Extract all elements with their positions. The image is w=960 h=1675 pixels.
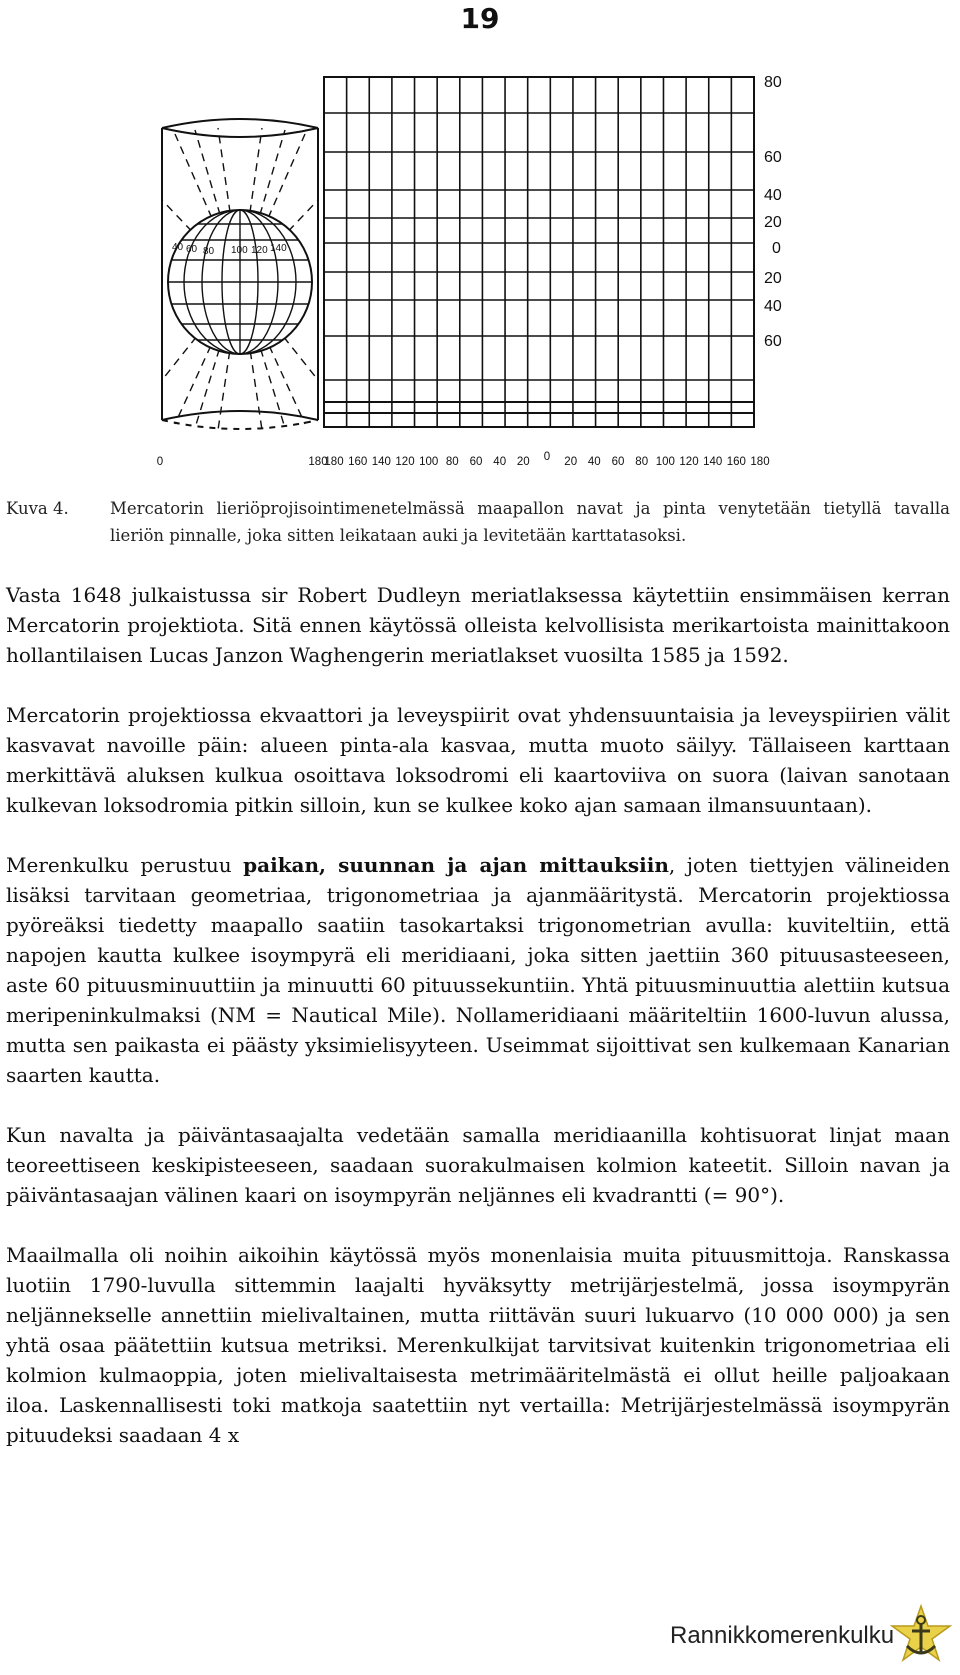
globe-label: 60 (186, 244, 198, 255)
longitude-label: 60 (611, 456, 625, 468)
paragraph (6, 850, 950, 1090)
paragraph: Kun navalta ja päiväntasaajalta vedetään samalla meridiaanilla kohtisuorat linjat maan teoreettiseen keskipisteeseen, saadaan suorakulmaisen kolmion kateetit. Silloin navan ja päiväntasaajan välinen kaari on isoympyrän neljännes eli kvadrantti (= 90°). (6, 1123, 950, 1207)
lat-label: 60 (764, 333, 782, 350)
longitude-label: 60 (469, 456, 483, 468)
paragraph-text: Merenkulku perustuu (6, 853, 244, 877)
lat-label: 40 (764, 298, 782, 315)
longitude-label: 180 (750, 456, 770, 468)
globe-label: 80 (203, 246, 215, 257)
longitude-label: 140 (371, 456, 391, 468)
globe (168, 210, 312, 354)
paragraph-bold: paikan, suunnan ja ajan mittauksiin (243, 853, 669, 877)
lat-label: 0 (772, 240, 781, 257)
longitude-label: 100 (655, 456, 675, 468)
lat-label: 60 (764, 149, 782, 166)
mercator-projection-figure (0, 50, 960, 480)
longitude-label: 120 (679, 456, 699, 468)
longitude-label: 140 (703, 456, 723, 468)
longitude-label: 160 (348, 456, 368, 468)
bottom-left-label: 0 (156, 456, 164, 468)
longitude-label: 80 (445, 456, 459, 468)
paragraph: Maailmalla oli noihin aikoihin käytössä myös monenlaisia muita pituusmittoja. Ranskassa luotiin 1790-luvulla sittemmin laajalti hyväksytty metrijärjestelmä, jossa isoympyrän neljännekselle annettiin mielivaltainen, mutta riittävän suuri lukuarvo (10 000 000) ja sen yhtä osaa päätettiin kutsua metriksi. Merenkulkijat tarvitsivat kuitenkin trigonometriaa eli kolmion kulmaoppia, joten mielivaltaisesta metrimääritelmästä ei ollut heille paljoakaan iloa. Laskennallisesti toki matkoja saatettiin nyt vertailla: Metrijärjestelmässä isoympyrän pituudeksi saadaan 4 x (6, 1243, 950, 1447)
lat-label: 40 (764, 187, 782, 204)
anchor-emblem-icon (888, 1604, 954, 1670)
longitude-label: 0 (543, 451, 551, 463)
bottom-labels (157, 451, 770, 468)
longitude-label: 100 (419, 456, 439, 468)
bottom-left-label: 180 (308, 456, 328, 468)
lat-label: 20 (764, 270, 782, 287)
page-number: 19 (460, 2, 500, 35)
longitude-label: 20 (564, 456, 578, 468)
figure-caption (6, 495, 950, 549)
longitude-label: 20 (516, 456, 530, 468)
mercator-grid (324, 77, 754, 427)
longitude-label: 80 (635, 456, 649, 468)
footer-title: Rannikkomerenkulku (670, 1622, 895, 1649)
caption-text: Mercatorin lieriöprojisointimenetelmässä maapallon navat ja pinta venytetään tietyllä tavalla lieriön pinnalle, joka sitten leikataan auki ja levitetään karttatasoksi. (110, 499, 950, 545)
longitude-label: 160 (726, 456, 746, 468)
globe-label: 40 (172, 242, 184, 253)
longitude-label: 120 (395, 456, 415, 468)
longitude-label: 40 (587, 456, 601, 468)
paragraph-text: , joten tiettyjen välineiden lisäksi tarvitaan geometriaa, trigonometriaa ja ajanmääritystä. Mercatorin projektiossa pyöreäksi tiedetty maapallo saatiin tasokartaksi trigonometrian avulla: kuviteltiin, että napojen kautta kulkee isoympyrä eli meridiaani, joka sitten jaettiin 360 pituusasteeseen, aste 60 pituusminuuttiin ja minuutti 60 pituussekuntiin. Yhtä pituusminuuttia alettiin kutsua meripeninkulmaksi (NM = Nautical Mile). Nollameridiaani määriteltiin 1600-luvun alussa, mutta sen paikasta ei päästy yksimielisyyteen. Useimmat sijoittivat sen kulkemaan Kanarian saarten kautta. (6, 853, 950, 1087)
globe-label: 120 (251, 245, 268, 256)
paragraph: Vasta 1648 julkaistussa sir Robert Dudleyn meriatlaksessa käytettiin ensimmäisen kerran Mercatorin projektiota. Sitä ennen käytössä olleista kelvollisista merikartoista mainittakoon hollantilaisen Lucas Janzon Waghengerin meriatlakset vuosilta 1585 ja 1592. (6, 583, 950, 667)
latitude-labels (764, 74, 782, 350)
longitude-label: 180 (324, 456, 344, 468)
caption-label: Kuva 4. (6, 499, 69, 518)
lat-label: 20 (764, 214, 782, 231)
longitude-label: 40 (493, 456, 507, 468)
globe-label: 100 (231, 245, 248, 256)
paragraph: Mercatorin projektiossa ekvaattori ja leveyspiirit ovat yhdensuuntaisia ja leveyspiirien välit kasvavat navoille päin: alueen pinta-ala kasvaa, mutta muoto säilyy. Tällaiseen karttaan merkittävä aluksen kulkua osoittava loksodromi eli kaartoviiva on suora (laivan sanotaan kulkevan loksodromia pitkin silloin, kun se kulkee koko ajan samaan ilmansuuntaan). (6, 703, 950, 817)
globe-label: 140 (270, 243, 287, 254)
lat-label: 80 (764, 74, 782, 91)
body-text (6, 580, 950, 1480)
